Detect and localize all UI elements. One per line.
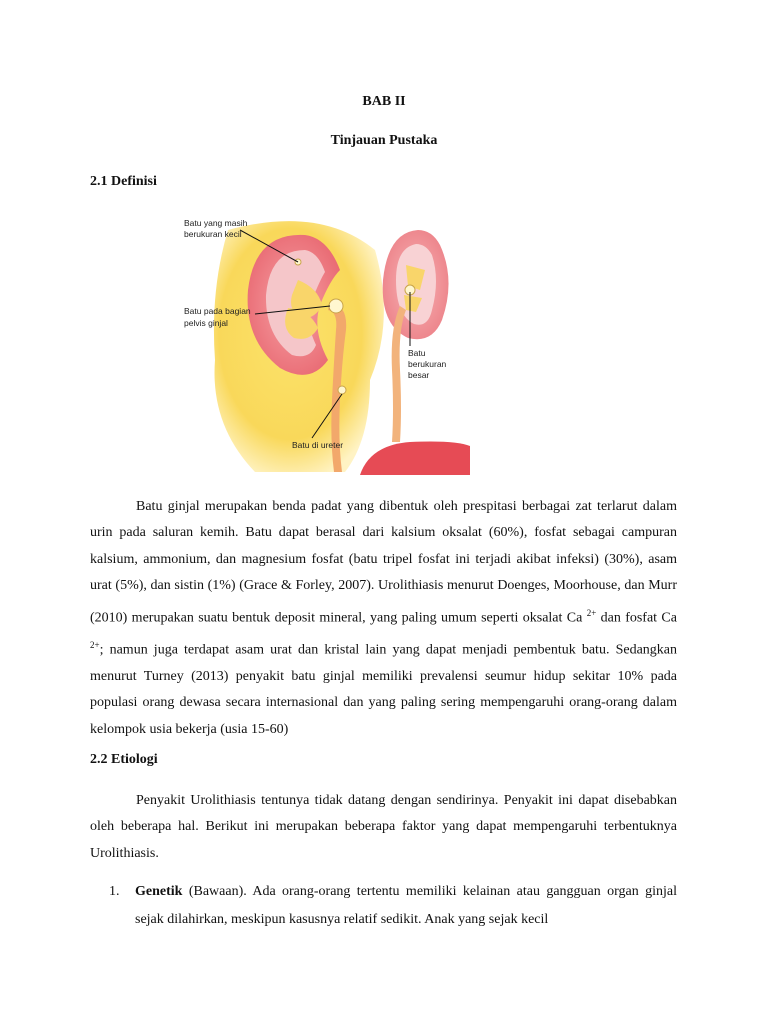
figure-label-large-stone-line2: berukuran [408, 359, 447, 369]
superscript-charge-1: 2+ [586, 607, 597, 618]
figure-label-large-stone-line3: besar [408, 370, 430, 380]
paragraph-etiologi-text: Penyakit Urolithiasis tentunya tidak datang dengan sendirinya. Penyakit ini dapat disebabkan oleh beberapa hal. Berikut ini merupakan beberapa faktor yang dapat mempengaruhi terbentuknya Urolithiasis. [90, 793, 677, 861]
figure-label-ureter: Batu di ureter [292, 440, 344, 450]
figure-label-pelvis-line1: Batu pada bagian [184, 306, 251, 316]
paragraph-definisi-part3: ; namun juga terdapat asam urat dan kristal lain yang dapat menjadi pembentuk batu. Sedangkan menurut Turney (2013) penyakit batu ginjal memiliki prevalensi seumur hidup sekitar 10% pada populasi orang dewasa secara internasional dan yang paling sering mempengaruhi orang-orang dalam kelompok usia bekerja (usia 15-60) [90, 642, 677, 737]
list-item [109, 878, 677, 934]
paragraph-definisi-part2: dan fosfat Ca [596, 610, 677, 626]
paragraph-definisi-part1: Batu ginjal merupakan benda padat yang dibentuk oleh prespitasi berbagai zat terlarut dalam urin pada saluran kemih. Batu dapat berasal dari kalsium oksalat (60%), fosfat sebagai campuran kalsium, ammonium, dan magnesium fosfat (batu tripel fosfat ini terjadi akibat infeksi) (30%), asam urat (5%), dan sistin (1%) (Grace & Forley, 2007). Urolithiasis menurut Doenges, Moorhouse, dan Murr (2010) merupakan suatu bentuk deposit mineral, yang paling umum seperti oksalat Ca [90, 499, 677, 626]
list-item-number: 1. [109, 884, 120, 899]
chapter-heading: BAB II [362, 94, 406, 109]
paragraph-definisi [90, 494, 677, 743]
paragraph-etiologi [90, 788, 677, 867]
figure-label-small-stone-line1: Batu yang masih [184, 218, 248, 228]
list-item-text: (Bawaan). Ada orang-orang tertentu memiliki kelainan atau gangguan organ ginjal sejak dilahirkan, meskipun kasusnya relatif sedikit. Anak yang sejak kecil [135, 884, 677, 927]
kidney-stone-illustration [170, 210, 470, 475]
chapter-title: Tinjauan Pustaka [330, 133, 438, 148]
superscript-charge-2: 2+ [90, 639, 100, 650]
figure-label-large-stone-line1: Batu [408, 348, 426, 358]
figure-label-small-stone-line2: berukuran kecil [184, 229, 242, 239]
section-heading-definisi: 2.1 Definisi [90, 174, 157, 189]
figure-label-pelvis-line2: pelvis ginjal [184, 318, 228, 328]
section-heading-etiologi: 2.2 Etiologi [90, 752, 158, 767]
list-item-term: Genetik [135, 884, 183, 899]
